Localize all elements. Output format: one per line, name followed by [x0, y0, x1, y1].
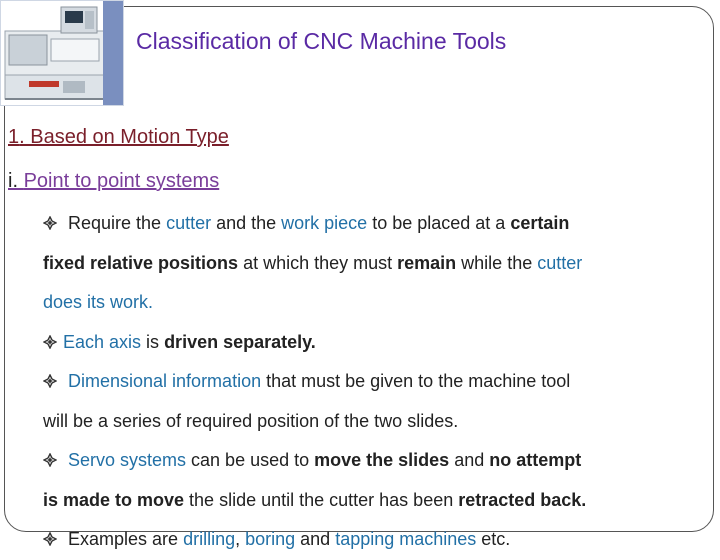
bullet-item: [43, 323, 709, 363]
text-run: is: [141, 331, 165, 352]
text-run: retracted back.: [458, 489, 587, 510]
text-run: cutter: [166, 213, 212, 233]
bullet-item: [43, 362, 709, 441]
text-run: move the slides: [314, 450, 450, 470]
text-run: while the: [456, 252, 538, 273]
text-run: fixed relative positions: [43, 252, 239, 273]
text-run: and the: [211, 213, 282, 233]
text-run: is made to move: [43, 489, 185, 510]
diamond-bullet-icon: [43, 529, 63, 549]
text-run: to be placed at a: [367, 213, 511, 233]
text-run: remain: [397, 252, 457, 273]
text-run: Each axis: [63, 331, 142, 352]
bullet-line: [43, 402, 709, 442]
slide-title: Classification of CNC Machine Tools: [136, 28, 507, 54]
cnc-lathe-image: [0, 0, 124, 106]
section-number: 1: [8, 126, 20, 148]
bullet-item: [43, 204, 709, 323]
text-run: drilling: [183, 529, 236, 549]
bullet-line: [43, 244, 709, 284]
text-run: the slide until the cutter has been: [184, 489, 459, 510]
bullet-item: [43, 441, 709, 520]
bullet-list: [43, 204, 709, 560]
text-run: work piece: [281, 213, 368, 233]
subsection-heading-text: Point to point systems: [23, 170, 220, 192]
section-heading-text: . Based on Motion Type: [19, 126, 229, 148]
subsection-number: i.: [8, 170, 18, 192]
text-run: tapping machines: [335, 529, 477, 549]
text-run: Examples are: [63, 529, 184, 549]
text-run: Dimensional information: [63, 371, 262, 391]
text-run: that must be given to the machine tool: [261, 371, 571, 391]
text-run: certain: [510, 213, 570, 233]
text-run: Servo systems: [63, 450, 187, 470]
bullet-line: [43, 283, 709, 323]
bullet-line: [43, 441, 709, 481]
text-run: no attempt: [489, 450, 582, 470]
subsection-heading: [8, 170, 219, 193]
text-run: and: [295, 529, 336, 549]
bullet-line: [43, 204, 709, 244]
diamond-bullet-icon: [43, 371, 63, 391]
diamond-bullet-icon: [43, 332, 63, 352]
diamond-bullet-icon: [43, 213, 63, 233]
text-run: ,: [235, 529, 246, 549]
text-run: will be a series of required position of the two slides.: [43, 410, 459, 431]
text-run: can be used to: [186, 450, 315, 470]
section-heading: [8, 126, 229, 149]
text-run: driven separately.: [164, 331, 316, 352]
text-run: etc.: [476, 529, 511, 549]
text-run: cutter: [537, 252, 583, 273]
bullet-line: [43, 481, 709, 521]
bullet-line: [43, 323, 709, 363]
text-run: at which they must: [238, 252, 398, 273]
text-run: boring: [245, 529, 296, 549]
text-run: and: [449, 450, 490, 470]
bullet-line: [43, 362, 709, 402]
text-run: Require the: [63, 213, 167, 233]
text-run: does its work.: [43, 292, 154, 312]
diamond-bullet-icon: [43, 450, 63, 470]
